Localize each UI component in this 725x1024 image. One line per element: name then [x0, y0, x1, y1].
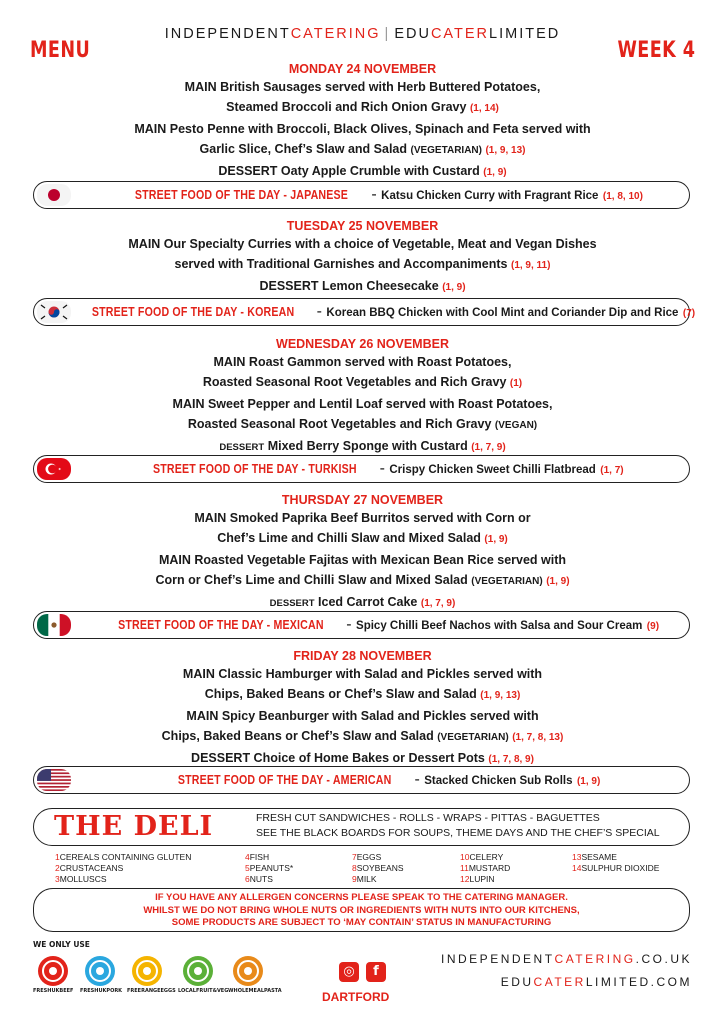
allergen-name: MUSTARD — [468, 863, 511, 873]
sourcing-badge-label: FRESHUKPORK — [80, 988, 123, 994]
brand-cater: CATER — [430, 26, 490, 42]
allergen-name: PEANUTS* — [249, 863, 294, 873]
menu-line — [30, 372, 695, 394]
korea-flag-icon — [37, 301, 71, 323]
street-food-text: STREET FOOD OF THE DAY - JAPANESE - Katsu Chicken Curry with Fragrant Rice (1, 8, 10) — [74, 182, 685, 207]
menu-line — [30, 664, 695, 684]
street-food-dish: Spicy Chilli Beef Nachos with Salsa and Sour Cream — [356, 620, 643, 632]
allergen-number: 6 — [245, 874, 250, 884]
street-food-label: STREET FOOD OF THE DAY - KOREAN — [91, 305, 295, 319]
allergen-codes: (1, 9, 13) — [480, 690, 521, 701]
allergen-number: 1 — [55, 852, 60, 862]
menu-line — [30, 97, 695, 119]
menu-text: Chips, Baked Beans or Chef’s Slaw and Salad — [161, 729, 434, 743]
day-block-tuesday — [30, 218, 695, 298]
allergen-item — [245, 852, 293, 863]
menu-line — [30, 726, 695, 748]
menu-line — [30, 706, 695, 726]
street-food-text: STREET FOOD OF THE DAY - MEXICAN - Spicy Chilli Beef Nachos with Salsa and Sour Cream (9) — [74, 612, 685, 637]
day-block-monday — [30, 61, 695, 183]
sourcing-badge-label: LOCALFRUIT&VEG — [178, 988, 229, 994]
allergen-item — [572, 863, 659, 874]
allergen-warning — [33, 888, 690, 932]
allergen-codes: (1, 7, 9) — [420, 598, 456, 609]
wheat-icon — [233, 956, 263, 986]
menu-line — [30, 254, 695, 276]
allergen-codes: (1, 9) — [576, 776, 601, 787]
allergen-number: 5 — [245, 863, 250, 873]
street-food-monday — [33, 181, 690, 209]
street-food-tuesday — [33, 298, 696, 326]
street-food-dish: Katsu Chicken Curry with Fragrant Rice — [381, 190, 599, 202]
menu-line — [30, 570, 695, 592]
allergen-column — [352, 852, 404, 885]
allergen-number: 10 — [460, 852, 470, 862]
allergen-codes: (1, 9) — [483, 167, 507, 178]
allergen-codes: (1, 7, 9) — [471, 442, 506, 453]
allergen-codes: (1, 8, 10) — [602, 191, 643, 202]
day-title: TUESDAY 25 NOVEMBER — [286, 219, 439, 233]
allergen-codes: (1, 9) — [546, 576, 570, 587]
hen-icon — [132, 956, 162, 986]
street-food-label: STREET FOOD OF THE DAY - MEXICAN — [118, 618, 324, 632]
menu-text: served with Traditional Garnishes and Accompaniments — [174, 257, 508, 271]
allergen-codes: (7) — [682, 308, 696, 319]
allergen-column — [245, 852, 293, 885]
allergen-item — [352, 863, 404, 874]
brand-separator: | — [384, 26, 391, 42]
menu-text: MAIN Smoked Paprika Beef Burritos served with Corn or — [194, 511, 531, 525]
week-heading: WEEK 4 — [617, 38, 695, 63]
street-food-text: STREET FOOD OF THE DAY - TURKISH - Crispy Chicken Sweet Chilli Flatbread (1, 7) — [74, 456, 685, 481]
allergen-column — [460, 852, 510, 885]
street-food-wednesday — [33, 455, 690, 483]
sourcing-badge — [228, 956, 282, 994]
menu-line — [30, 234, 695, 254]
street-food-dish: Korean BBQ Chicken with Cool Mint and Coriander Dip and Rice — [326, 307, 679, 319]
instagram-icon[interactable]: ◎ — [339, 962, 359, 982]
allergen-number: 11 — [460, 863, 469, 873]
apple-icon — [183, 956, 213, 986]
menu-line — [30, 414, 695, 436]
allergen-number: 4 — [245, 852, 250, 862]
sourcing-badge — [33, 956, 73, 994]
website-link-educater[interactable] — [501, 975, 692, 989]
menu-text: Steamed Broccoli and Rich Onion Gravy — [226, 100, 467, 114]
brand-banner — [0, 26, 725, 42]
brand-limited: LIMITED — [489, 26, 561, 42]
sourcing-badge — [80, 956, 123, 994]
allergen-name: CRUSTACEANS — [59, 863, 124, 873]
menu-line — [30, 508, 695, 528]
allergen-item — [245, 874, 293, 885]
menu-text: Iced Carrot Cake — [318, 595, 418, 609]
mexico-flag-icon — [37, 614, 71, 636]
menu-text: DESSERT Lemon Cheesecake — [259, 279, 439, 293]
deli-title: THE DELI — [54, 811, 214, 842]
allergen-number: 8 — [352, 863, 357, 873]
allergen-item — [55, 863, 191, 874]
menu-text: MAIN British Sausages served with Herb Buttered Potatoes, — [184, 80, 541, 94]
day-block-friday — [30, 648, 695, 770]
site1-part-c: .CO.UK — [635, 952, 692, 966]
menu-text: MAIN Our Specialty Curries with a choice of Vegetable, Meat and Vegan Dishes — [128, 237, 597, 251]
sourcing-badge-label: FRESHUKBEEF — [33, 988, 74, 994]
menu-text: Corn or Chef’s Lime and Chilli Slaw and Mixed Salad — [155, 573, 468, 587]
allergen-item — [572, 852, 659, 863]
allergen-number: 9 — [352, 874, 357, 884]
dietary-tag: (VEGAN) — [494, 420, 538, 431]
sourcing-badge — [127, 956, 176, 994]
menu-line — [30, 550, 695, 570]
menu-text: MAIN Pesto Penne with Broccoli, Black Olives, Spinach and Feta served with — [134, 122, 591, 136]
street-food-friday — [33, 766, 690, 794]
day-title: FRIDAY 28 NOVEMBER — [293, 649, 432, 663]
allergen-item — [352, 852, 404, 863]
menu-text: MAIN Sweet Pepper and Lentil Loaf served with Roast Potatoes, — [172, 397, 553, 411]
allergen-name: EGGS — [356, 852, 382, 862]
course-prefix: DESSERT — [269, 598, 315, 609]
menu-text: MAIN Spicy Beanburger with Salad and Pickles served with — [186, 709, 539, 723]
allergen-name: SESAME — [581, 852, 617, 862]
allergen-name: MOLLUSCS — [59, 874, 107, 884]
allergen-name: LUPIN — [469, 874, 495, 884]
menu-text: Garlic Slice, Chef’s Slaw and Salad — [199, 142, 407, 156]
facebook-icon[interactable]: f — [366, 962, 386, 982]
allergen-number: 12 — [460, 874, 470, 884]
we-only-use-label: WE ONLY USE — [33, 940, 90, 949]
allergen-item — [55, 852, 191, 863]
street-food-label: STREET FOOD OF THE DAY - AMERICAN — [177, 773, 392, 787]
website-link-independent[interactable] — [441, 952, 692, 966]
allergen-name: CELERY — [469, 852, 504, 862]
allergen-name: SULPHUR DIOXIDE — [581, 863, 660, 873]
course-prefix: DESSERT — [219, 442, 265, 453]
brand-catering: CATERING — [290, 26, 381, 42]
day-block-thursday — [30, 492, 695, 614]
menu-text: MAIN Roasted Vegetable Fajitas with Mexican Bean Rice served with — [158, 553, 567, 567]
turkey-flag-icon — [37, 458, 71, 480]
street-food-thursday — [33, 611, 690, 639]
pig-icon — [85, 956, 115, 986]
allergen-codes: (1, 9, 13) — [485, 145, 526, 156]
allergen-codes: (1, 14) — [469, 103, 499, 114]
street-food-dish: Stacked Chicken Sub Rolls — [424, 775, 573, 787]
allergen-number: 14 — [572, 863, 582, 873]
menu-line — [30, 161, 695, 183]
street-food-label: STREET FOOD OF THE DAY - TURKISH — [153, 462, 358, 476]
menu-line — [30, 528, 695, 550]
menu-text: MAIN Classic Hamburger with Salad and Pickles served with — [182, 667, 543, 681]
sourcing-badge-label: FREERANGEEGGS — [127, 988, 176, 994]
menu-text: DESSERT Choice of Home Bakes or Dessert Pots — [191, 751, 485, 765]
allergen-codes: (1, 9) — [442, 282, 466, 293]
allergen-number: 3 — [55, 874, 60, 884]
dietary-tag: (VEGETARIAN) — [471, 576, 543, 587]
sourcing-badge-label: WHOLEMEALPASTA — [228, 988, 282, 994]
menu-line — [30, 684, 695, 706]
site1-part-b: CATERING — [554, 952, 636, 966]
brand-edu: EDU — [394, 26, 431, 42]
menu-line — [30, 394, 695, 414]
allergen-name: NUTS — [249, 874, 273, 884]
cow-icon — [38, 956, 68, 986]
menu-text: Roasted Seasonal Root Vegetables and Rich Gravy — [187, 417, 492, 431]
menu-text: MAIN Roast Gammon served with Roast Potatoes, — [213, 355, 512, 369]
menu-text: Chips, Baked Beans or Chef’s Slaw and Salad — [204, 687, 477, 701]
deli-line-1: FRESH CUT SANDWICHES - ROLLS - WRAPS - PITTAS - BAGUETTES — [256, 812, 600, 824]
day-title: THURSDAY 27 NOVEMBER — [281, 493, 444, 507]
deli-panel — [33, 808, 690, 846]
brand-independent: INDEPENDENT — [164, 26, 291, 42]
site1-part-a: INDEPENDENT — [441, 952, 555, 966]
allergen-item — [460, 874, 510, 885]
allergen-name: SOYBEANS — [356, 863, 404, 873]
allergen-codes: (1, 7, 8, 13) — [512, 732, 564, 743]
allergen-item — [460, 852, 510, 863]
allergen-number: 13 — [572, 852, 582, 862]
warning-line-2: WHILST WE DO NOT BRING WHOLE NUTS OR INGREDIENTS WITH NUTS INTO OUR KITCHENS, — [143, 904, 580, 916]
dietary-tag: (VEGETARIAN) — [410, 145, 482, 156]
allergen-codes: (1) — [509, 378, 523, 389]
allergen-codes: (1, 7, 8, 9) — [488, 754, 534, 765]
sourcing-badge — [178, 956, 229, 994]
menu-text: Roasted Seasonal Root Vegetables and Rich Gravy — [202, 375, 507, 389]
street-food-dish: Crispy Chicken Sweet Chilli Flatbread — [389, 464, 596, 476]
menu-line — [30, 77, 695, 97]
menu-text: Mixed Berry Sponge with Custard — [267, 439, 468, 453]
menu-text: Chef’s Lime and Chilli Slaw and Mixed Salad — [217, 531, 481, 545]
allergen-name: FISH — [249, 852, 270, 862]
day-block-wednesday — [30, 336, 695, 458]
menu-line — [30, 276, 695, 298]
street-food-label: STREET FOOD OF THE DAY - JAPANESE — [134, 188, 349, 202]
day-title: MONDAY 24 NOVEMBER — [288, 62, 437, 76]
location-label: DARTFORD — [322, 990, 390, 1004]
allergen-column — [55, 852, 191, 885]
allergen-codes: (1, 7) — [600, 465, 624, 476]
allergen-item — [245, 863, 293, 874]
site2-part-c: LIMITED.COM — [585, 975, 692, 989]
street-food-text: STREET FOOD OF THE DAY - AMERICAN - Stacked Chicken Sub Rolls (1, 9) — [74, 767, 685, 792]
menu-text: DESSERT Oaty Apple Crumble with Custard — [218, 164, 480, 178]
allergen-codes: (1, 9, 11) — [510, 260, 551, 271]
street-food-text: STREET FOOD OF THE DAY - KOREAN - Korean BBQ Chicken with Cool Mint and Coriander Dip and Rice (7) — [74, 299, 685, 324]
menu-heading: MENU — [30, 38, 91, 63]
deli-line-2: SEE THE BLACK BOARDS FOR SOUPS, THEME DAYS AND THE CHEF’S SPECIAL — [256, 827, 660, 839]
allergen-codes: (1, 9) — [484, 534, 508, 545]
allergen-item — [460, 863, 510, 874]
warning-line-1: IF YOU HAVE ANY ALLERGEN CONCERNS PLEASE SPEAK TO THE CATERING MANAGER. — [155, 892, 568, 903]
menu-line — [30, 139, 695, 161]
dietary-tag: (VEGETARIAN) — [437, 732, 509, 743]
allergen-column — [572, 852, 659, 874]
allergen-number: 2 — [55, 863, 60, 873]
allergen-item — [55, 874, 191, 885]
allergen-codes: (9) — [646, 621, 660, 632]
menu-line — [30, 352, 695, 372]
allergen-name: MILK — [356, 874, 377, 884]
menu-line — [30, 119, 695, 139]
site2-part-b: CATER — [533, 975, 586, 989]
allergen-item — [352, 874, 404, 885]
site2-part-a: EDU — [500, 975, 534, 989]
warning-line-3: SOME PRODUCTS ARE SUBJECT TO ‘MAY CONTAIN’ STATUS IN MANUFACTURING — [171, 917, 552, 928]
usa-flag-icon — [37, 769, 71, 791]
allergen-number: 7 — [352, 852, 357, 862]
allergen-name: CEREALS CONTAINING GLUTEN — [59, 852, 192, 862]
japan-flag-icon — [37, 184, 71, 206]
day-title: WEDNESDAY 26 NOVEMBER — [276, 337, 449, 351]
